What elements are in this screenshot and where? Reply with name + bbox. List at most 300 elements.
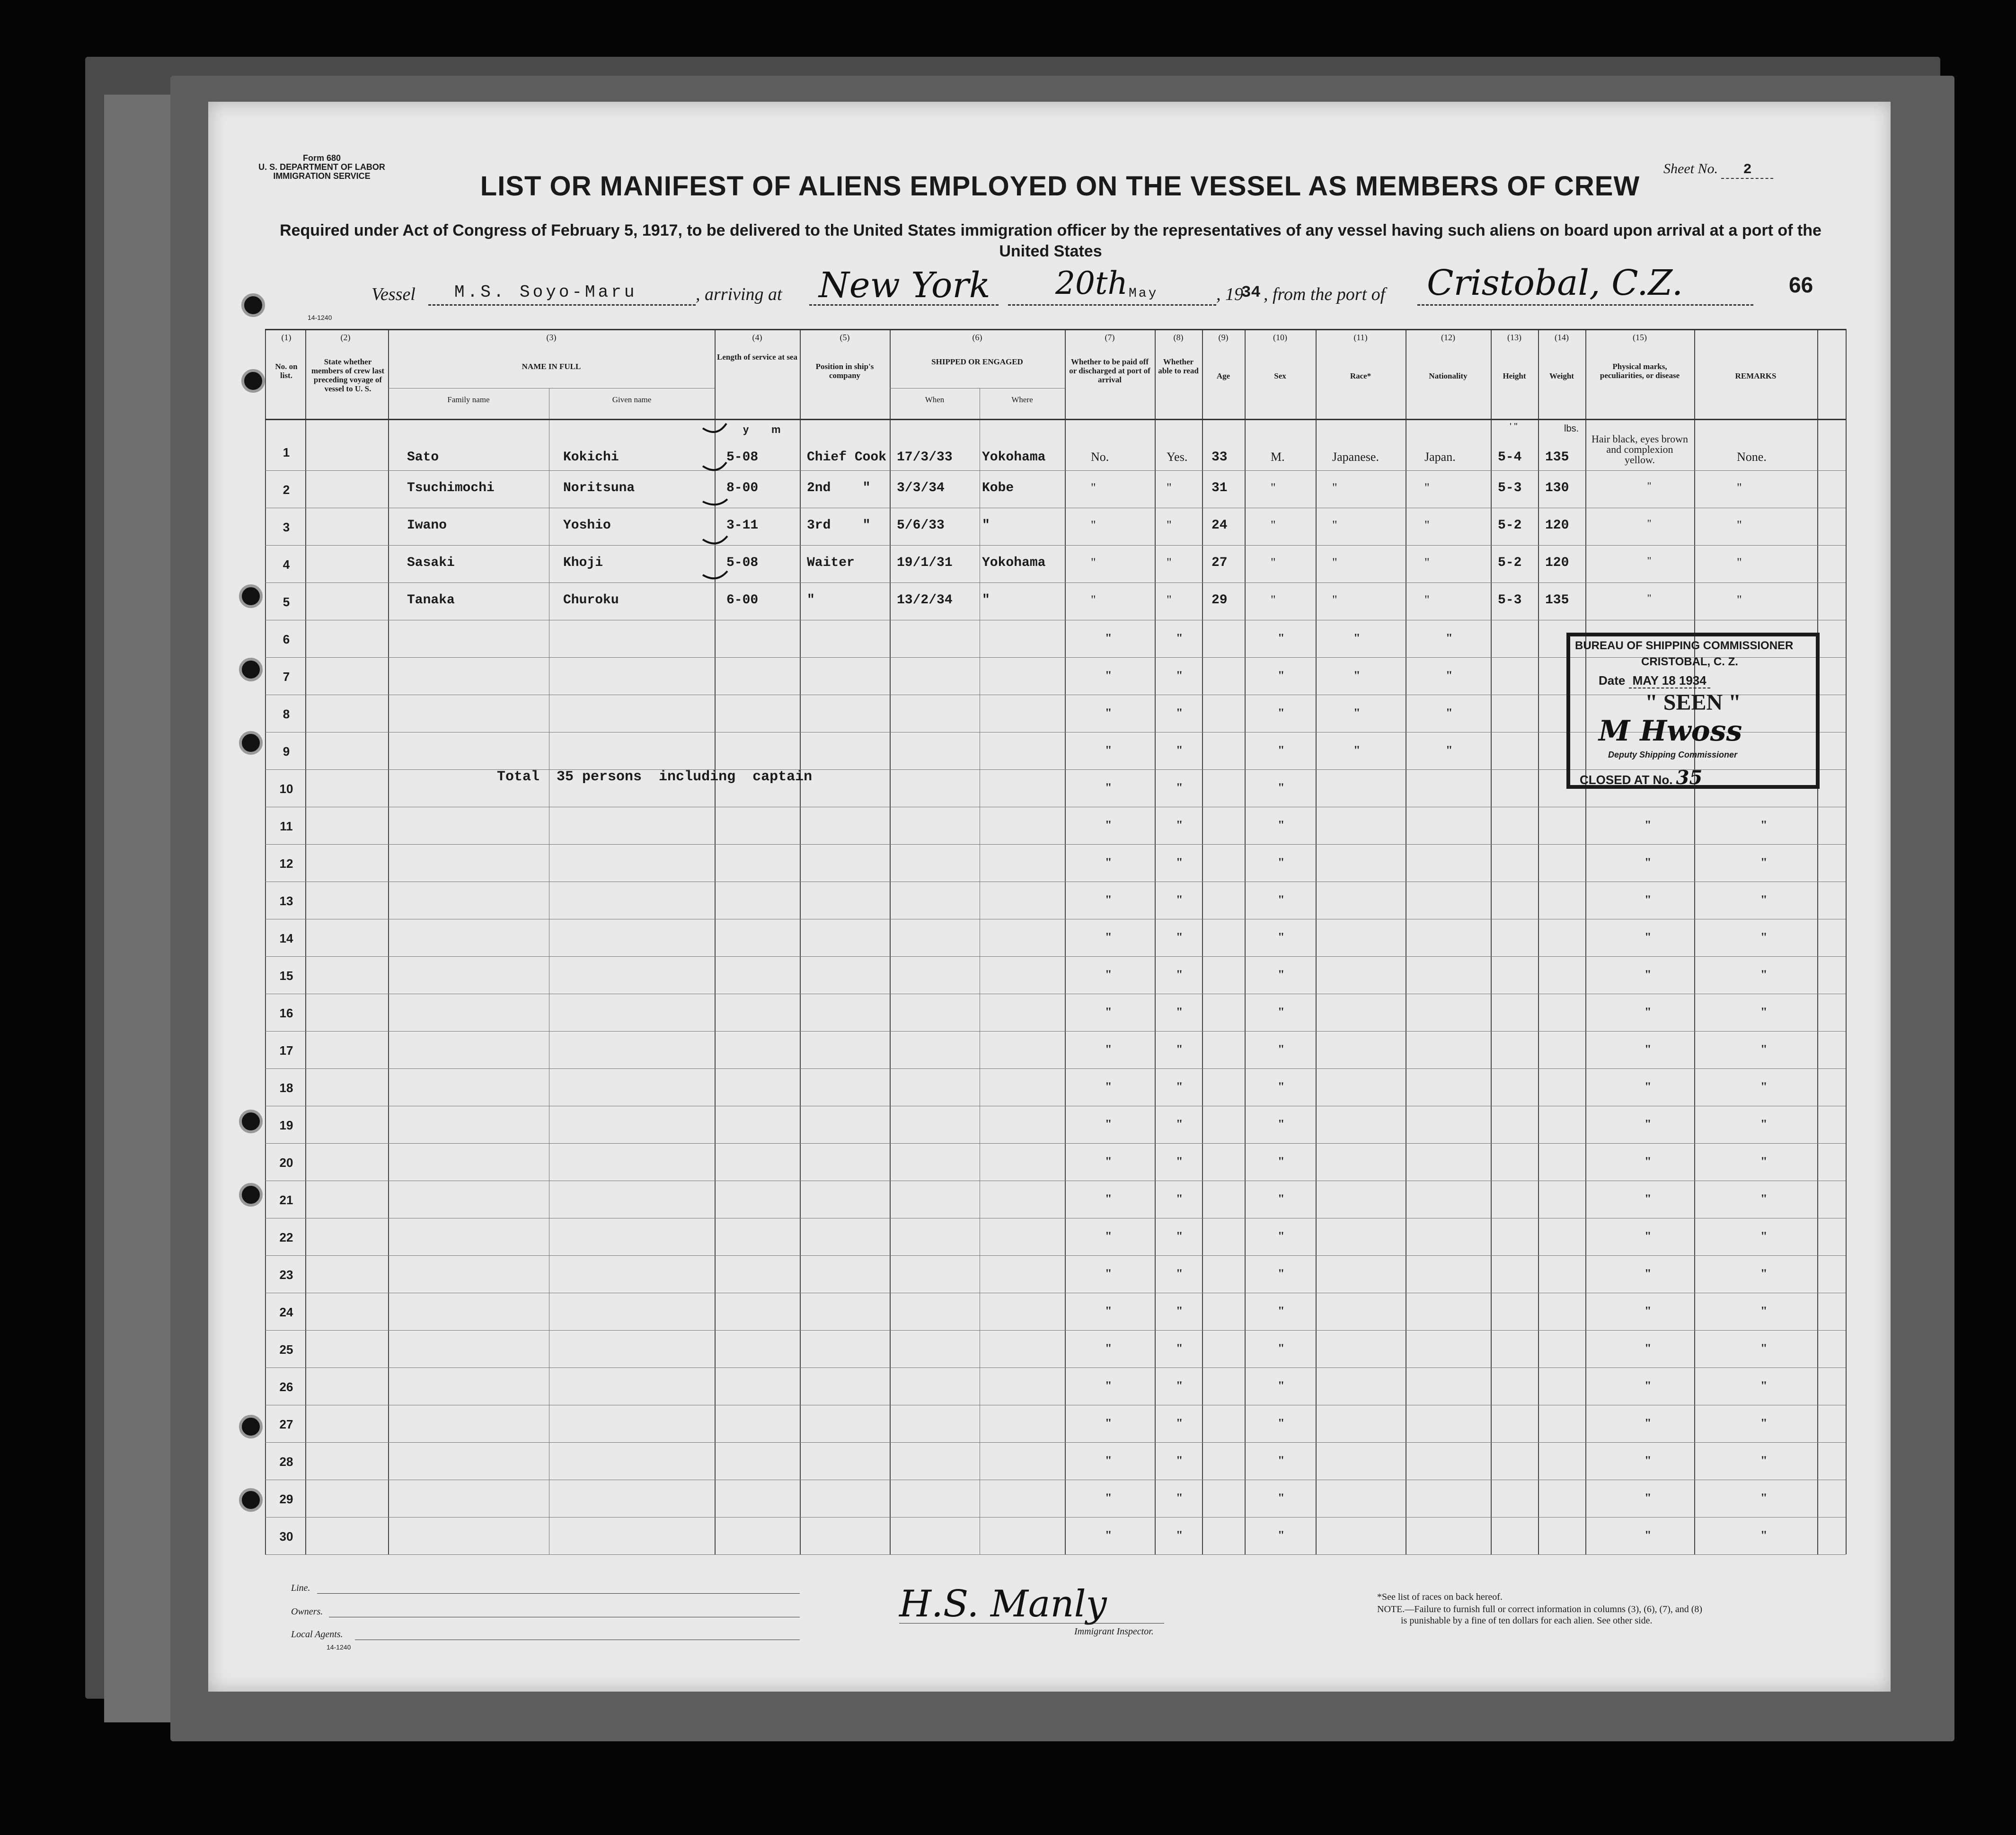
ditto-mark: " [1105, 1304, 1112, 1318]
column-number: (13) [1507, 333, 1521, 342]
row-number: 11 [280, 819, 293, 833]
row-rule [265, 1330, 1846, 1331]
stamp-location: CRISTOBAL, C. Z. [1641, 655, 1738, 668]
ditto-mark: " [1760, 1304, 1768, 1318]
ditto-mark: " [1645, 893, 1652, 907]
paid-off: " [1091, 593, 1096, 607]
footnote-penalty: NOTE.—Failure to furnish full or correct information in columns (3), (6), (7), and (8) [1377, 1604, 1703, 1614]
row-number: 2 [283, 483, 290, 497]
race: " [1332, 593, 1337, 607]
length-of-service: 6-00 [726, 593, 759, 608]
ditto-mark: " [1278, 856, 1285, 869]
ditto-mark: " [1760, 1192, 1768, 1206]
ditto-mark: " [1105, 781, 1112, 794]
ditto-mark: " [1278, 1491, 1285, 1505]
ditto-mark: " [1446, 743, 1453, 757]
stamp-date: MAY 18 1934 [1629, 673, 1710, 688]
given-name: Kokichi [563, 450, 619, 465]
ditto-mark: " [1760, 1080, 1768, 1094]
ditto-mark: " [1760, 1155, 1768, 1168]
stamp-bureau: BUREAU OF SHIPPING COMMISSIONER [1575, 639, 1794, 652]
stamp-role: Deputy Shipping Commissioner [1608, 750, 1738, 759]
ditto-mark: " [1278, 631, 1285, 645]
ditto-mark: " [1176, 930, 1183, 944]
ditto-mark: " [1176, 1005, 1183, 1019]
ditto-mark: " [1278, 968, 1285, 981]
ditto-mark: " [1176, 1155, 1183, 1168]
row-rule [265, 1143, 1846, 1144]
vessel-label: Vessel [371, 284, 416, 304]
column-number: (5) [840, 333, 850, 342]
height: 5-2 [1498, 518, 1522, 533]
arriving-label: , arriving at [696, 284, 782, 304]
header-bottom-rule [265, 419, 1846, 420]
page-subtitle: Required under Act of Congress of February 5, 1917, to be delivered to the United States immigration officer by the representatives of any vessel having such aliens on board upon arrival at a port of the United States [280, 221, 1821, 260]
weight: 135 [1545, 450, 1569, 465]
ditto-mark: " [1176, 856, 1183, 869]
row-number: 22 [279, 1230, 293, 1244]
ditto-mark: " [1645, 1341, 1652, 1355]
row-number: 25 [279, 1342, 293, 1357]
position: 2nd " [807, 481, 871, 495]
nationality: " [1424, 481, 1430, 494]
ditto-mark: " [1105, 1042, 1112, 1056]
punch-hole [241, 293, 265, 317]
from-port-label: , from the port of [1264, 284, 1386, 304]
weight: 120 [1545, 518, 1569, 533]
ditto-mark: " [1645, 818, 1652, 832]
vessel-name: M.S. Soyo-Maru [454, 282, 637, 302]
age: 29 [1211, 593, 1228, 608]
inspector-label: Immigrant Inspector. [1074, 1626, 1154, 1637]
ditto-mark: " [1105, 818, 1112, 832]
shipped-where: " [982, 593, 990, 608]
ditto-mark: " [1176, 818, 1183, 832]
ditto-mark: " [1645, 1192, 1652, 1206]
row-number: 26 [279, 1380, 293, 1394]
race: " [1332, 481, 1337, 494]
able-to-read: " [1167, 556, 1172, 569]
row-number: 4 [283, 557, 290, 572]
ditto-mark: " [1446, 631, 1453, 645]
paid-off: " [1091, 481, 1096, 494]
header-family-name: Family name [447, 395, 490, 404]
unit-height: ' " [1510, 422, 1518, 432]
row-number: 16 [279, 1006, 293, 1020]
length-of-service: 5-08 [726, 450, 759, 465]
physical-marks: " [1647, 592, 1652, 604]
arrival-day: 20th [1055, 265, 1128, 301]
able-to-read: Yes. [1167, 450, 1188, 464]
shipped-when: 5/6/33 [897, 518, 945, 533]
print-code: 14-1240 [308, 314, 332, 321]
sex: " [1271, 481, 1276, 494]
ditto-mark: " [1760, 1229, 1768, 1243]
ditto-mark: " [1105, 1080, 1112, 1094]
ditto-mark: " [1278, 743, 1285, 757]
header-name-in-full: NAME IN FULL [522, 362, 581, 371]
ditto-mark: " [1645, 856, 1652, 869]
ditto-mark: " [1353, 669, 1361, 682]
column-number: (2) [340, 333, 351, 342]
ditto-mark: " [1645, 1080, 1652, 1094]
table-row [265, 481, 1846, 518]
header-physical-marks: Physical marks, peculiarities, or disease [1600, 362, 1680, 380]
ditto-mark: " [1176, 631, 1183, 645]
form-number: Form 680 [302, 153, 341, 163]
able-to-read: " [1167, 518, 1172, 532]
shipped-where: Yokohama [982, 450, 1046, 465]
age: 33 [1211, 450, 1228, 465]
ditto-mark: " [1105, 1155, 1112, 1168]
ditto-mark: " [1645, 1416, 1652, 1430]
row-number: 17 [279, 1043, 293, 1058]
header-shipped-or-engaged: SHIPPED OR ENGAGED [931, 357, 1023, 366]
header-length-of-service: Length of service at sea [717, 353, 797, 362]
row-number: 20 [279, 1156, 293, 1170]
date-line [1008, 304, 1216, 306]
ditto-mark: " [1278, 1528, 1285, 1542]
ditto-mark: " [1176, 1341, 1183, 1355]
header-last-voyage: State whether members of crew last preceding voyage of vessel to U. S. [311, 357, 385, 393]
stamp-closed-number: 35 [1676, 767, 1703, 789]
column-number: (10) [1273, 333, 1287, 342]
ditto-mark: " [1176, 743, 1183, 757]
header-race: Race* [1350, 371, 1371, 380]
ditto-mark: " [1645, 1379, 1652, 1393]
header-given-name: Given name [612, 395, 652, 404]
row-rule [265, 1255, 1846, 1256]
row-number: 6 [283, 632, 290, 646]
arrival-month: May [1129, 286, 1158, 301]
column-number: (9) [1218, 333, 1229, 342]
shipped-where: " [982, 518, 990, 533]
ditto-mark: " [1760, 856, 1768, 869]
family-name: Tanaka [407, 593, 455, 608]
unit-months: m [771, 423, 781, 435]
ditto-mark: " [1760, 893, 1768, 907]
paid-off: " [1091, 556, 1096, 569]
column-number: (1) [281, 333, 292, 342]
ditto-mark: " [1353, 631, 1361, 645]
ditto-mark: " [1446, 706, 1453, 720]
ditto-mark: " [1105, 631, 1112, 645]
ditto-mark: " [1176, 1080, 1183, 1094]
unit-years: y [743, 423, 749, 435]
punch-hole [239, 1110, 263, 1133]
header-remarks: REMARKS [1735, 371, 1777, 380]
age: 31 [1211, 481, 1228, 495]
position: Chief Cook [807, 450, 887, 465]
unit-weight: lbs. [1564, 423, 1579, 434]
remarks: " [1737, 556, 1742, 569]
footer-line-rule [317, 1593, 800, 1594]
check-marks [698, 419, 755, 589]
column-number: (12) [1441, 333, 1455, 342]
column-number: (6) [972, 333, 982, 342]
ditto-mark: " [1176, 1454, 1183, 1467]
ditto-mark: " [1105, 1117, 1112, 1131]
column-number: (4) [752, 333, 762, 342]
header-nationality: Nationality [1429, 371, 1468, 380]
ditto-mark: " [1760, 1379, 1768, 1393]
paid-off: No. [1091, 450, 1109, 464]
service: IMMIGRATION SERVICE [273, 171, 371, 181]
ditto-mark: " [1278, 1416, 1285, 1430]
row-number: 21 [279, 1193, 293, 1207]
ditto-mark: " [1353, 706, 1361, 720]
row-rule [265, 844, 1846, 845]
column-number: (11) [1353, 333, 1368, 342]
row-number: 9 [283, 744, 290, 759]
punch-hole [239, 1183, 263, 1207]
header-age: Age [1216, 371, 1230, 380]
race: " [1332, 518, 1337, 532]
ditto-mark: " [1645, 1042, 1652, 1056]
ditto-mark: " [1176, 781, 1183, 794]
punch-hole [241, 369, 265, 393]
paid-off: " [1091, 518, 1096, 532]
ditto-mark: " [1105, 1491, 1112, 1505]
department: U. S. DEPARTMENT OF LABOR [258, 162, 385, 172]
ditto-mark: " [1105, 1528, 1112, 1542]
position: 3rd " [807, 518, 871, 533]
ditto-mark: " [1176, 893, 1183, 907]
ditto-mark: " [1105, 930, 1112, 944]
ditto-mark: " [1176, 1267, 1183, 1280]
column-rule [1846, 329, 1847, 1554]
header-no-on-list: No. on list. [275, 362, 298, 380]
ditto-mark: " [1105, 706, 1112, 720]
header-height: Height [1503, 371, 1526, 380]
nationality: " [1424, 556, 1430, 569]
inspector-signature: H.S. Manly [899, 1583, 1107, 1625]
ditto-mark: " [1760, 1005, 1768, 1019]
row-number: 19 [279, 1118, 293, 1132]
physical-marks: Hair black, eyes brown and complexion yellow. [1591, 433, 1689, 466]
ditto-mark: " [1278, 930, 1285, 944]
ditto-mark: " [1176, 968, 1183, 981]
row-number: 7 [283, 670, 290, 684]
sex: M. [1271, 450, 1285, 464]
ditto-mark: " [1176, 669, 1183, 682]
ditto-mark: " [1645, 930, 1652, 944]
header-top-rule [265, 329, 1846, 330]
footnote-races: *See list of races on back hereof. [1377, 1592, 1503, 1602]
race: " [1332, 556, 1337, 569]
from-port-line [1417, 304, 1753, 306]
family-name: Sato [407, 450, 439, 465]
family-name: Tsuchimochi [407, 481, 495, 495]
ditto-mark: " [1645, 1229, 1652, 1243]
ditto-mark: " [1105, 1192, 1112, 1206]
height: 5-3 [1498, 481, 1522, 495]
row-rule [265, 1031, 1846, 1032]
header-able-to-read: Whether able to read [1158, 357, 1199, 375]
ditto-mark: " [1760, 1454, 1768, 1467]
shipped-when: 19/1/31 [897, 556, 953, 570]
shipped-when: 3/3/34 [897, 481, 945, 495]
header-paid-off: Whether to be paid off or discharged at port of arrival [1069, 357, 1150, 384]
race: Japanese. [1332, 450, 1379, 464]
row-number: 1 [283, 445, 290, 459]
ditto-mark: " [1278, 1117, 1285, 1131]
remarks: " [1737, 518, 1742, 532]
height: 5-2 [1498, 556, 1522, 570]
nationality: Japan. [1424, 450, 1456, 464]
ditto-mark: " [1760, 1491, 1768, 1505]
ditto-mark: " [1760, 1341, 1768, 1355]
sex: " [1271, 593, 1276, 607]
nationality: " [1424, 593, 1430, 607]
ditto-mark: " [1278, 781, 1285, 794]
ditto-mark: " [1176, 1192, 1183, 1206]
ditto-mark: " [1278, 1005, 1285, 1019]
ditto-mark: " [1446, 669, 1453, 682]
row-number: 24 [279, 1305, 293, 1319]
arrival-year: 34 [1241, 284, 1261, 302]
position: " [807, 593, 815, 608]
row-number: 18 [279, 1081, 293, 1095]
from-port: Cristobal, C.Z. [1427, 263, 1683, 303]
table-row [265, 518, 1846, 556]
weight: 130 [1545, 481, 1569, 495]
total-persons-note: Total 35 persons including captain [497, 769, 813, 785]
ditto-mark: " [1176, 1528, 1183, 1542]
ditto-mark: " [1760, 930, 1768, 944]
column-number: (15) [1633, 333, 1647, 342]
ditto-mark: " [1760, 818, 1768, 832]
remarks: " [1737, 593, 1742, 607]
header-sex: Sex [1274, 371, 1286, 380]
column-number: (8) [1173, 333, 1184, 342]
ditto-mark: " [1176, 1304, 1183, 1318]
ditto-mark: " [1645, 1528, 1652, 1542]
row-number: 10 [279, 782, 293, 796]
stamp-seen: " SEEN " [1645, 690, 1741, 715]
footer-owners-label: Owners. [291, 1606, 323, 1617]
row-number: 12 [279, 856, 293, 871]
vessel-line [428, 304, 696, 306]
row-number: 8 [283, 707, 290, 721]
shipped-when: 13/2/34 [897, 593, 953, 608]
age: 24 [1211, 518, 1228, 533]
ditto-mark: " [1278, 669, 1285, 682]
age: 27 [1211, 556, 1228, 570]
weight: 135 [1545, 593, 1569, 608]
row-number: 30 [279, 1529, 293, 1544]
row-rule [265, 1442, 1846, 1443]
ditto-mark: " [1353, 743, 1361, 757]
ditto-mark: " [1645, 1005, 1652, 1019]
ditto-mark: " [1278, 893, 1285, 907]
sheet-number-value: 2 [1721, 162, 1773, 179]
ditto-mark: " [1176, 1117, 1183, 1131]
height: 5-4 [1498, 450, 1522, 465]
row-rule [265, 956, 1846, 957]
punch-hole [239, 1415, 263, 1438]
ditto-mark: " [1278, 1304, 1285, 1318]
footer-print-code: 14-1240 [327, 1643, 351, 1651]
page-title: LIST OR MANIFEST OF ALIENS EMPLOYED ON THE VESSEL AS MEMBERS OF CREW [480, 171, 1640, 202]
ditto-mark: " [1105, 856, 1112, 869]
arrival-port: New York [819, 265, 990, 306]
column-number: (7) [1105, 333, 1115, 342]
manifest-page [208, 102, 1891, 1692]
ditto-mark: " [1176, 706, 1183, 720]
ditto-mark: " [1105, 968, 1112, 981]
ditto-mark: " [1760, 1416, 1768, 1430]
position: Waiter [807, 556, 855, 570]
page-number: 66 [1789, 273, 1813, 297]
row-number: 27 [279, 1417, 293, 1431]
footer-line-label: Line. [291, 1583, 310, 1593]
ditto-mark: " [1176, 1379, 1183, 1393]
length-of-service: 3-11 [726, 518, 759, 533]
remarks: " [1737, 481, 1742, 494]
ditto-mark: " [1760, 1528, 1768, 1542]
shipped-where: Yokohama [982, 556, 1046, 570]
ditto-mark: " [1645, 968, 1652, 981]
ditto-mark: " [1278, 1379, 1285, 1393]
height: 5-3 [1498, 593, 1522, 608]
ditto-mark: " [1645, 1454, 1652, 1467]
row-number: 13 [279, 894, 293, 908]
family-name: Sasaki [407, 556, 455, 570]
family-name: Iwano [407, 518, 447, 533]
header-where: Where [1011, 395, 1033, 404]
ditto-mark: " [1176, 1042, 1183, 1056]
ditto-mark: " [1645, 1491, 1652, 1505]
ditto-mark: " [1278, 1155, 1285, 1168]
ditto-mark: " [1278, 1080, 1285, 1094]
stamp-date-label: Date [1599, 673, 1626, 688]
ditto-mark: " [1105, 743, 1112, 757]
given-name: Khoji [563, 556, 603, 570]
ditto-mark: " [1105, 1341, 1112, 1355]
year-prefix: , 19 [1216, 284, 1243, 304]
ditto-mark: " [1105, 1229, 1112, 1243]
row-number: 23 [279, 1268, 293, 1282]
stamp-closed-label: CLOSED AT No. [1580, 773, 1673, 787]
row-number: 5 [283, 595, 290, 609]
column-number: (14) [1555, 333, 1569, 342]
ditto-mark: " [1278, 706, 1285, 720]
ditto-mark: " [1105, 893, 1112, 907]
row-rule [265, 1554, 1846, 1555]
length-of-service: 5-08 [726, 556, 759, 570]
ditto-mark: " [1105, 1454, 1112, 1467]
ditto-mark: " [1645, 1304, 1652, 1318]
ditto-mark: " [1278, 818, 1285, 832]
able-to-read: " [1167, 481, 1172, 494]
footnote-penalty-cont: is punishable by a fine of ten dollars for each alien. See other side. [1401, 1615, 1653, 1626]
ditto-mark: " [1278, 1341, 1285, 1355]
row-number: 29 [279, 1492, 293, 1506]
shipped-where: Kobe [982, 481, 1014, 495]
row-number: 14 [279, 931, 293, 945]
sheet-label: Sheet No. [1663, 161, 1718, 176]
row-number: 28 [279, 1455, 293, 1469]
ditto-mark: " [1645, 1267, 1652, 1280]
weight: 120 [1545, 556, 1569, 570]
punch-hole [239, 658, 263, 681]
sex: " [1271, 556, 1276, 569]
ditto-mark: " [1760, 1117, 1768, 1131]
row-number: 15 [279, 969, 293, 983]
crew-table [265, 329, 1846, 1621]
ditto-mark: " [1278, 1192, 1285, 1206]
